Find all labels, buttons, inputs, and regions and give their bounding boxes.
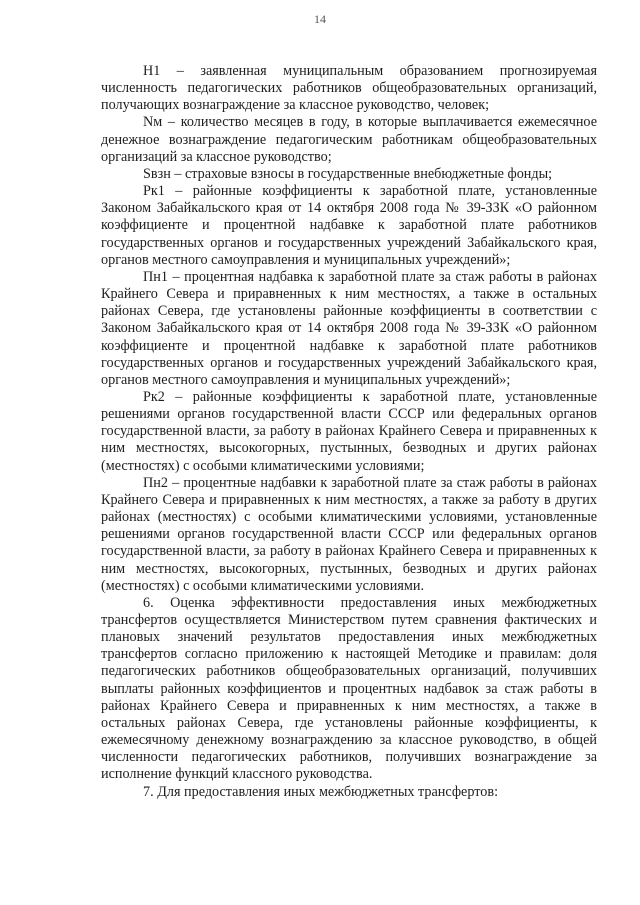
document-body bbox=[101, 63, 597, 801]
definition-pn2: Пн2 – процентные надбавки к заработной плате за стаж работы в районах Крайнего Севера и приравненных к ним местностях, а также за работу в других районах (местностях) с особыми климатическими условиями, установленные решениями органов государственной власти СССР или федеральных органов государственной власти, за работу в районах Крайнего Севера и приравненных к ним местностях, высокогорных, пустынных, безводных и других районах (местностях) с особыми климатическими условиями. bbox=[101, 474, 597, 594]
definition-svzn: Sвзн – страховые взносы в государственные внебюджетные фонды; bbox=[143, 165, 553, 182]
clause-6: 6. Оценка эффективности предоставления иных межбюджетных трансфертов осуществляется Министерством путем сравнения фактических и плановых значений результатов предоставления иных межбюджетных трансфертов согласно приложению к настоящей Методике и правилам: доля педагогических работников общеобразовательных организаций, получивших выплаты районных коэффициентов и процентных надбавок за стаж работы в районах Крайнего Севера и приравненных к ним местностях, а также в остальных районах Севера, где установлены районные коэффициенты, к ежемесячному денежному вознаграждению за классное руководство, в общей численности педагогических работников, получивших вознаграждение за исполнение функций классного руководства. bbox=[101, 594, 597, 783]
page-number: 14 bbox=[314, 12, 326, 26]
definition-rk1: Рк1 – районные коэффициенты к заработной плате, установленные Законом Забайкальского края от 14 октября 2008 года № 39-ЗЗК «О районном коэффициенте и процентной надбавке к заработной плате работников государственных органов и государственных учреждений Забайкальского края, органов местного самоуправления и муниципальных учреждений»; bbox=[101, 183, 597, 268]
definition-nm: Nм – количество месяцев в году, в которые выплачивается ежемесячное денежное вознаграждение педагогическим работникам общеобразовательных организаций за классное руководство; bbox=[101, 114, 597, 165]
definition-rk2: Рк2 – районные коэффициенты к заработной плате, установленные решениями органов государственной власти СССР или федеральных органов государственной власти, за работу в районах Крайнего Севера и приравненных к ним местностях, высокогорных, пустынных, безводных и других районах (местностях) с особыми климатическими условиями; bbox=[101, 388, 597, 474]
clause-7: 7. Для предоставления иных межбюджетных трансфертов: bbox=[143, 783, 499, 800]
definition-pn1: Пн1 – процентная надбавка к заработной плате за стаж работы в районах Крайнего Севера и приравненных к ним местностях, а также в остальных районах Севера, где установлены районные коэффициенты в соответствии с Законом Забайкальского края от 14 октября 2008 года № 39-ЗЗК «О районном коэффициенте и процентной надбавке к заработной плате работников государственных органов и государственных учреждений Забайкальского края, органов местного самоуправления и муниципальных учреждений»; bbox=[101, 268, 597, 388]
definition-h1: Н1 – заявленная муниципальным образованием прогнозируемая численность педагогических работников общеобразовательных организаций, получающих вознаграждение за классное руководство, человек; bbox=[101, 63, 597, 114]
